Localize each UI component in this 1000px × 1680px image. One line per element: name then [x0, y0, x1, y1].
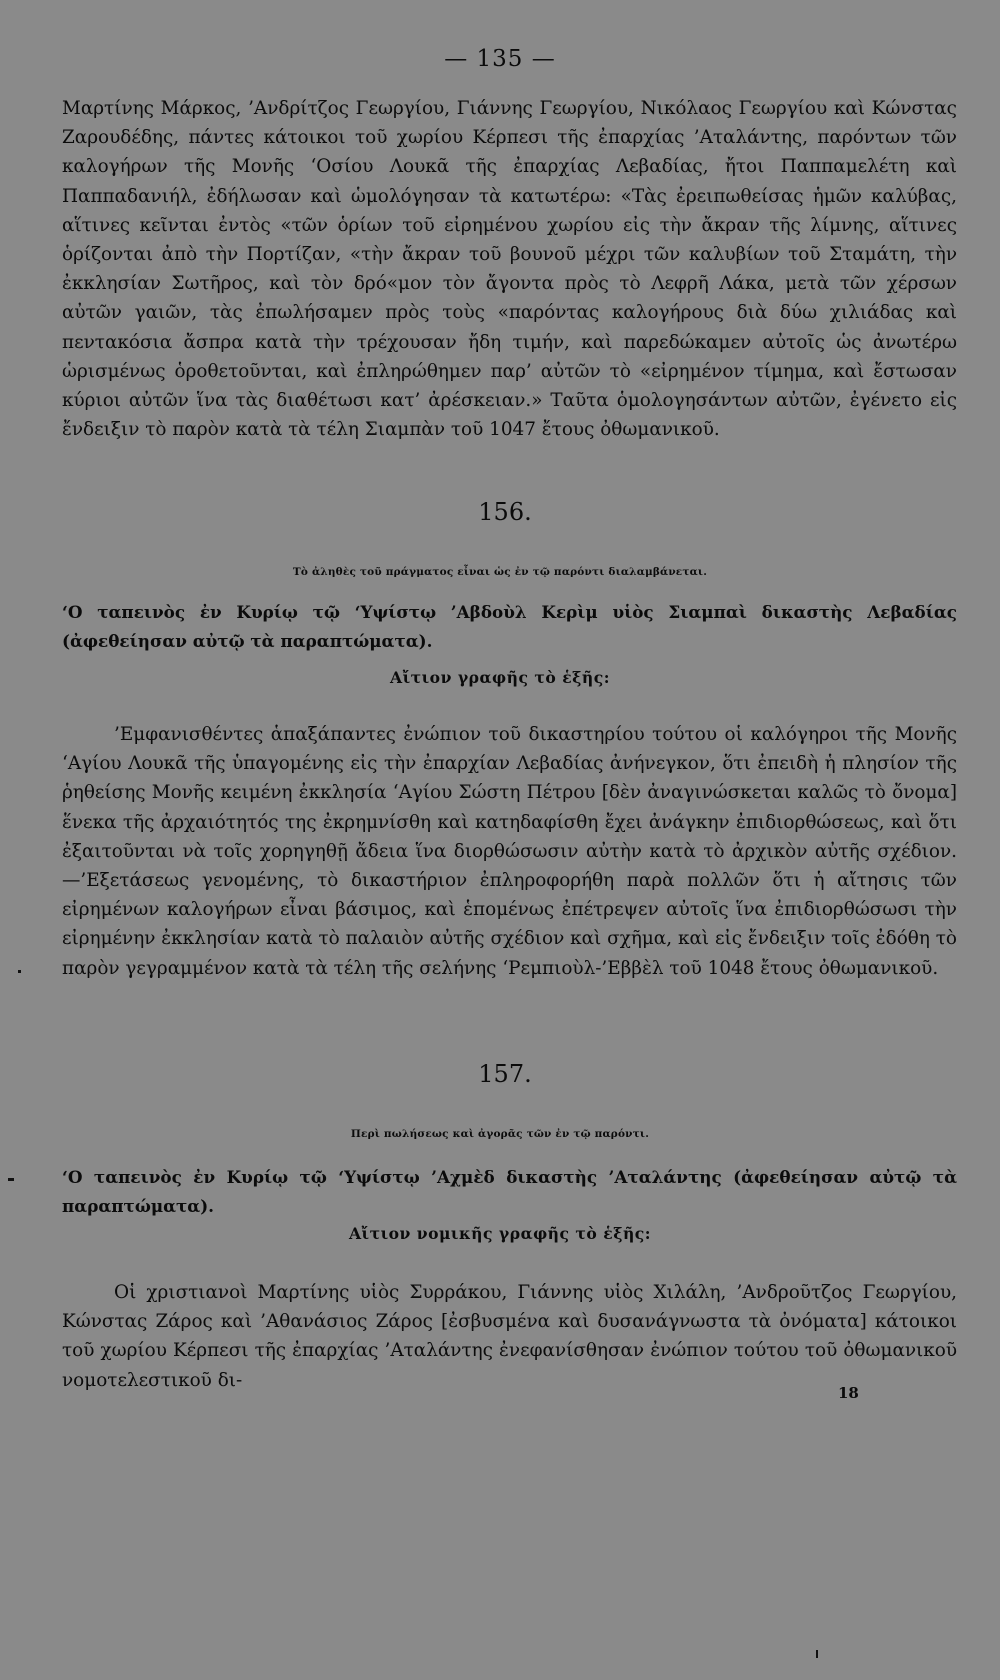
doc157-subhead: Αἴτιον νομικῆς γραφῆς τὸ ἑξῆς:: [348, 1224, 652, 1243]
doc157-summary: Περὶ πωλήσεως καὶ ἀγορᾶς τῶν ἐν τῷ παρόντι.: [350, 1128, 650, 1140]
sheet-signature: 18: [838, 1384, 859, 1402]
scan-speck: [18, 970, 21, 973]
doc156-summary: Τὸ ἀληθὲς τοῦ πράγματος εἶναι ὡς ἐν τῷ παρόντι διαλαμβάνεται.: [292, 566, 708, 578]
doc156-number: 156.: [478, 498, 532, 526]
doc157-heading: ‘Ο ταπεινὸς ἐν Κυρίῳ τῷ ‘Υψίστῳ ’Αχμὲδ δικαστὴς ’Αταλάντης (ἀφεθείησαν αὐτῷ τὰ παραπτώματα).: [62, 1167, 957, 1216]
doc156-subhead: Αἴτιον γραφῆς τὸ ἑξῆς:: [390, 668, 610, 687]
doc156-body: ’Εμφανισθέντες ἁπαξάπαντες ἐνώπιον τοῦ δικαστηρίου τούτου οἱ καλόγηροι τῆς Μονῆς ‘Αγίου Λουκᾶ τῆς ὑπαγομένης εἰς τὴν ἐπαρχίαν Λεβαδίας ἀνήνεγκον, ὅτι ἐπειδὴ ἡ πλησίον τῆς ῥηθείσης Μονῆς κειμένη ἐκκλησία ‘Αγίου Σώστη Πέτρου [δὲν ἀναγινώσκεται καλῶς τὸ ὄνομα] ἕνεκα τῆς ἀρχαιότητός της ἐκρημνίσθη καὶ κατηδαφίσθη ἔχει ἀνάγκην ἐπιδιορθώσεως, καὶ ὅτι ἐξαιτοῦνται νὰ τοῖς χορηγηθῇ ἄδεια ἵνα διορθώσωσιν αὐτὴν κατὰ τὸ ἀρχικὸν αὐτῆς σχέδιον.—’Εξετάσεως γενομένης, τὸ δικαστήριον ἐπληροφορήθη παρὰ πολλῶν ὅτι ἡ αἴτησις τῶν εἰρημένων καλογήρων εἶναι βάσιμος, καὶ ἑπομένως ἐπέτρεψεν αὐτοῖς ἵνα ἐπιδιορθώσωσι τὴν εἰρημένην ἐκκλησίαν κατὰ τὸ παλαιὸν αὐτῆς σχέδιον καὶ σχῆμα, καὶ εἰς ἔνδειξιν τοῖς ἐδόθη τὸ παρὸν γεγραμμένον κατὰ τὰ τέλη τῆς σελήνης ‘Ρεμπιοὺλ-’Εββὲλ τοῦ 1048 ἔτους ὀθωμανικοῦ.: [62, 724, 957, 979]
doc156-heading: ‘Ο ταπεινὸς ἐν Κυρίῳ τῷ ‘Υψίστῳ ’Αβδοὺλ Κερὶμ υἱὸς Σιαμπαὶ δικαστὴς Λεβαδίας (ἀφεθείησαν αὐτῷ τὰ παραπτώματα).: [62, 602, 957, 651]
doc155-body: Μαρτίνης Μάρκος, ’Ανδρίτζος Γεωργίου, Γιάννης Γεωργίου, Νικόλαος Γεωργίου καὶ Κώνστας Ζαρουδέδης, πάντες κάτοικοι τοῦ χωρίου Κέρπεσι τῆς ἐπαρχίας ’Αταλάντης, παρόντων τῶν καλογήρων τῆς Μονῆς ‘Οσίου Λουκᾶ τῆς ἐπαρχίας Λεβαδίας, ἤτοι Παππαμελέτη καὶ Παππαδανιήλ, ἐδήλωσαν καὶ ὡμολόγησαν τὰ κατωτέρω: «Τὰς ἐρειπωθείσας ἡμῶν καλύβας, αἵτινες κεῖνται ἐντὸς «τῶν ὁρίων τοῦ εἰρημένου χωρίου εἰς τὴν ἄκραν τῆς λίμνης, αἵτινες ὁρίζονται ἀπὸ τὴν Πορτίζαν, «τὴν ἄκραν τοῦ βουνοῦ μέχρι τῶν καλυβίων τοῦ Σταμάτη, τὴν ἐκκλησίαν Σωτῆρος, καὶ τὸν δρό«μον τὸν ἄγοντα πρὸς τὸ Λεφρῆ Λάκα, μετὰ τῶν χέρσων αὐτῶν γαιῶν, τὰς ἐπωλήσαμεν πρὸς τοὺς «παρόντας καλογήρους διὰ δύω χιλιάδας καὶ πεντακόσια ἄσπρα κατὰ τὴν τρέχουσαν ἤδη τιμήν, καὶ παρεδώκαμεν αὐτοῖς ὡς ἀνωτέρω ὡρισμένως ὁροθετοῦνται, καὶ ἐπληρώθημεν παρ’ αὐτῶν τὸ «εἰρημένον τίμημα, καὶ ἔστωσαν κύριοι αὐτῶν ἵνα τὰς διαθέτωσι κατ’ ἀρέσκειαν.» Ταῦτα ὁμολογησάντων αὐτῶν, ἐγένετο εἰς ἔνδειξιν τὸ παρὸν κατὰ τὰ τέλη Σιαμπὰν τοῦ 1047 ἔτους ὀθωμανικοῦ.: [62, 98, 957, 441]
doc157-number: 157.: [478, 1060, 532, 1088]
scan-speck: [8, 1178, 14, 1181]
doc157-body: Οἱ χριστιανοὶ Μαρτίνης υἱὸς Συρράκου, Γιάννης υἱὸς Χιλάλη, ’Ανδροῦτζος Γεωργίου, Κώνστας Ζάρος καὶ ’Αθανάσιος Ζάρος [ἐσβυσμένα καὶ δυσανάγνωστα τὰ ὀνόματα] κάτοικοι τοῦ χωρίου Κέρπεσι τῆς ἐπαρχίας ’Αταλάντης ἐνεφανίσθησαν ἐνώπιον τούτου τοῦ ὀθωμανικοῦ νομοτελεστικοῦ δι-: [62, 1282, 957, 1391]
scan-speck: [816, 1650, 818, 1658]
page-number: — 135 —: [444, 46, 556, 72]
